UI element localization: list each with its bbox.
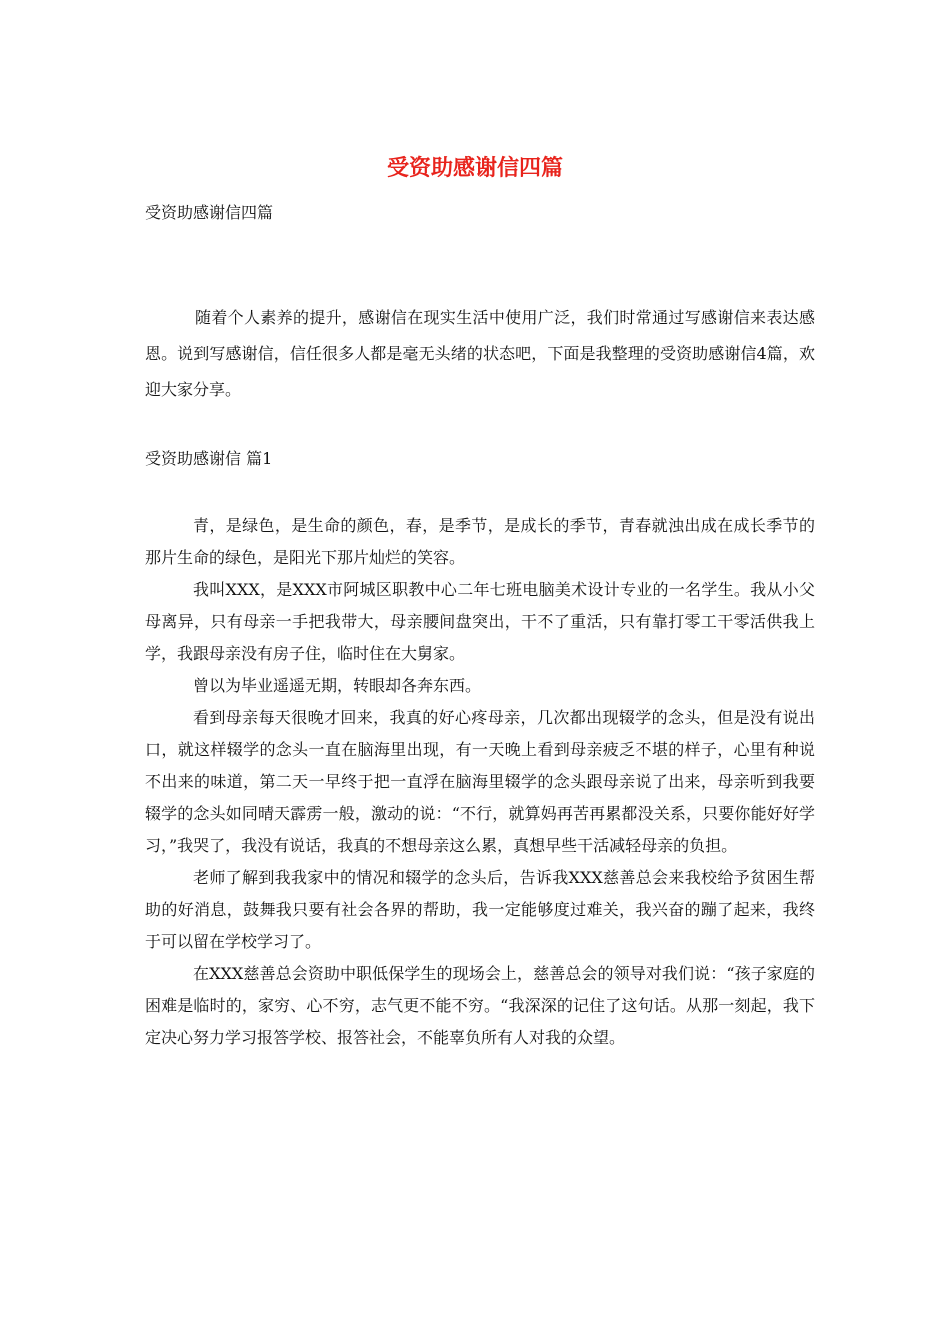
body-paragraph: 在XXX慈善总会资助中职低保学生的现场会上，慈善总会的领导对我们说：“孩子家庭的困难是临时的，家穷、心不穷，志气更不能不穷。“我深深的记住了这句话。从那一刻起，我下定决心努力学习报答学校、报答社会，不能辜负所有人对我的众望。 (145, 964, 815, 1047)
body-paragraph: 我叫XXX，是XXX市阿城区职教中心二年七班电脑美术设计专业的一名学生。我从小父母离异，只有母亲一手把我带大，母亲腰间盘突出，干不了重活，只有靠打零工干零活供我上学，我跟母亲没有房子住，临时住在大舅家。 (145, 580, 815, 663)
section-heading: 受资助感谢信 篇1 (145, 449, 273, 468)
intro-paragraph: 随着个人素养的提升，感谢信在现实生活中使用广泛，我们时常通过写感谢信来表达感恩。说到写感谢信，信任很多人都是毫无头绪的状态吧，下面是我整理的受资助感谢信4篇，欢迎大家分享。 (145, 308, 815, 399)
document-title: 受资助感谢信四篇 (386, 155, 563, 181)
body-paragraph: 看到母亲每天很晚才回来，我真的好心疼母亲，几次都出现辍学的念头，但是没有说出口，就这样辍学的念头一直在脑海里出现，有一天晚上看到母亲疲乏不堪的样子，心里有种说不出来的味道，第二天一早终于把一直浮在脑海里辍学的念头跟母亲说了出来，母亲听到我要辍学的念头如同晴天霹雳一般，激动的说：“不行，就算妈再苦再累都没关系，只要你能好好学习，”我哭了，我没有说话，我真的不想母亲这么累，真想早些干活减轻母亲的负担。 (145, 708, 815, 855)
document-subtitle: 受资助感谢信四篇 (145, 203, 274, 222)
body-paragraph: 青，是绿色，是生命的颜色，春，是季节，是成长的季节，青春就浊出成在成长季节的那片生命的绿色，是阳光下那片灿烂的笑容。 (145, 516, 815, 567)
body-paragraph: 曾以为毕业遥遥无期，转眼却各奔东西。 (193, 676, 482, 695)
body-paragraph: 老师了解到我我家中的情况和辍学的念头后，告诉我XXX慈善总会来我校给予贫困生帮助的好消息，鼓舞我只要有社会各界的帮助，我一定能够度过难关，我兴奋的蹦了起来，我终于可以留在学校学习了。 (145, 868, 815, 951)
letter-body (145, 510, 815, 1054)
